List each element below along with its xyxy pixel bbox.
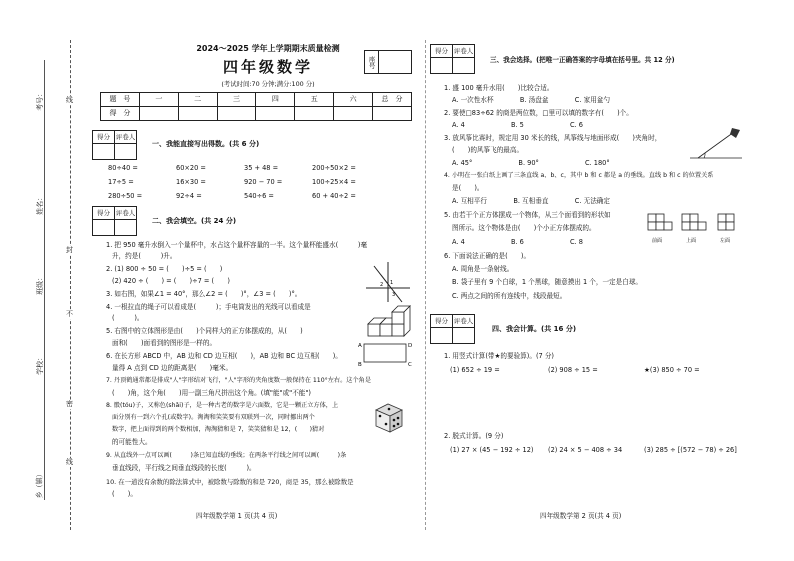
angle-label-1: 1 <box>390 280 394 286</box>
section-2-title: 二、我会填空。(共 24 分) <box>152 217 237 225</box>
grader-score-cell[interactable] <box>93 144 115 160</box>
question-line: 2. 脱式计算。(9 分) <box>444 432 504 440</box>
score-head: 二 <box>178 93 217 107</box>
rectangle-abcd-figure <box>358 340 414 370</box>
grader-score-cell[interactable] <box>431 58 453 74</box>
option-line: A. 45° B. 90° C. 180° <box>452 159 610 167</box>
cube-stack-figure <box>366 306 414 340</box>
dice-image <box>374 400 404 434</box>
question-line: ( )。 <box>112 314 144 322</box>
calc-item: 60 + 40÷2 = <box>312 192 356 200</box>
binding-margin <box>0 0 92 561</box>
page-2-footer: 四年级数学第 2 页(共 4 页) <box>540 512 622 520</box>
score-cell[interactable] <box>256 107 295 121</box>
question-line: 面和( )面看到的图形是一样的。 <box>112 339 217 347</box>
question-line: ( )的风筝飞的最高。 <box>452 146 524 154</box>
grader-score-label: 得分 <box>93 131 115 144</box>
question-line: 升，约是( )升。 <box>112 252 177 260</box>
calc-item: (3) 285 ÷ [(572 − 78) ÷ 26] <box>644 446 737 454</box>
seal-char: 封 <box>66 246 73 254</box>
view-label-left: 左面 <box>720 238 731 244</box>
score-head: 三 <box>217 93 256 107</box>
exam-info: (考试时间:70 分钟;满分:100 分) <box>221 80 315 88</box>
section-4-title: 四、我会计算。(共 16 分) <box>492 325 577 333</box>
kite-figure <box>690 126 742 160</box>
seat-number-box[interactable] <box>364 50 412 74</box>
question-line: 10. 在一道没有余数的除法算式中，被除数与除数的和是 720，商是 35，那么被除数是 <box>106 478 354 486</box>
calc-item: 60×20 = <box>176 164 206 172</box>
score-cell[interactable] <box>217 107 256 121</box>
question-line: 6. 在长方形 ABCD 中，AB 边和 CD 边互相( )，AB 边和 BC 边互相( )。 <box>106 352 342 360</box>
question-line: 5. 右图中的立体图形是由( )个同样大的正方体摆成的，从( ) <box>106 327 303 335</box>
question-line: 2. 要使□83÷62 的商是两位数，□里可以填的数字有( )个。 <box>444 109 633 117</box>
score-cell[interactable] <box>139 107 178 121</box>
calc-item: 92÷4 = <box>176 192 202 200</box>
question-line: 的可能性大。 <box>112 438 152 446</box>
seal-line <box>70 40 71 530</box>
score-cell[interactable] <box>373 107 412 121</box>
question-line: 是( )。 <box>452 184 484 192</box>
grader-name-label: 评卷人 <box>115 131 137 144</box>
vertex-c: C <box>408 362 412 368</box>
calc-item: 17÷5 = <box>108 178 134 186</box>
page-1-footer: 四年级数学第 1 页(共 4 页) <box>196 512 278 520</box>
grader-name-cell[interactable] <box>115 220 137 236</box>
grader-name-cell[interactable] <box>115 144 137 160</box>
calc-item: 540÷6 = <box>244 192 274 200</box>
school-label: 学校： <box>36 353 45 375</box>
section-3-title: 三、我会选择。(把唯一正确答案的字母填在括号里。共 12 分) <box>490 56 675 64</box>
option-line: A. 4 B. 5 C. 6 <box>452 121 583 129</box>
question-line: 7. 丹顶鹤通常都是排成"人"字形结对飞行，"人"字形的夹角度数一般保持在 110°左右。这个角是 <box>106 377 372 384</box>
calc-item: 100÷25×4 = <box>312 178 356 186</box>
option-line: A. 一次性水杯 B. 汤盘盆 C. 家用盆勺 <box>452 96 610 104</box>
calc-item: 200÷50×2 = <box>312 164 356 172</box>
score-head: 总 分 <box>373 93 412 107</box>
question-line: 数字，把上面得到的两个数相加，淘淘猜和是 7，笑笑猜和是 12，( )猜对 <box>112 426 325 433</box>
question-line: 1. 用竖式计算(带★的要验算)。(7 分) <box>444 352 555 360</box>
grader-score-cell[interactable] <box>431 328 453 344</box>
grader-name-cell[interactable] <box>453 328 475 344</box>
question-line: 4. 小明在一张白纸上画了三条直线 a、b、c，其中 b 和 c 都是 a 的垂线。直线 b 和 c 的位置关系 <box>444 172 714 179</box>
vertex-b: B <box>358 362 362 368</box>
angle-label-3: 3 <box>392 292 396 298</box>
calc-item: 920 − 70 = <box>244 178 283 186</box>
score-cell[interactable] <box>334 107 373 121</box>
question-line: (2) 420 ÷ ( ) = ( )÷7 = ( ) <box>112 277 230 285</box>
grader-score-label: 得分 <box>93 207 115 220</box>
score-head: 六 <box>334 93 373 107</box>
score-row-label: 得 分 <box>101 107 140 121</box>
view-label-top: 上面 <box>686 238 697 244</box>
score-head: 四 <box>256 93 295 107</box>
angle-label-2: 2 <box>380 282 384 288</box>
calc-item: (1) 652 ÷ 19 = <box>450 366 500 374</box>
grader-score-cell[interactable] <box>93 220 115 236</box>
question-line: 2. (1) 800 ÷ 50 = ( )÷5 = ( ) <box>106 265 223 273</box>
calc-item: (2) 24 × 5 − 408 ÷ 34 <box>548 446 623 454</box>
score-head: 五 <box>295 93 334 107</box>
seat-label: 座号 <box>365 51 379 73</box>
question-line: 面分别有一到六个孔(或数字)。淘淘和笑笑要有双联列一次，同时挪出两个 <box>112 414 315 421</box>
question-line: 1. 盛 100 毫升水用( )比较合适。 <box>444 84 554 92</box>
grader-box-2 <box>92 206 137 236</box>
option-line: A. 互相平行 B. 互相垂直 C. 无法确定 <box>452 197 610 205</box>
three-view-figure <box>646 212 742 248</box>
exam-number-label: 考号： <box>36 89 45 111</box>
score-cell[interactable] <box>178 107 217 121</box>
calc-item: ★(3) 850 ÷ 70 = <box>644 366 700 374</box>
town-label: 乡（镇） <box>35 470 44 499</box>
grader-score-label: 得分 <box>431 45 453 58</box>
question-line: 6. 下面说法正确的是( )。 <box>444 252 531 260</box>
option-line: B. 袋子里有 9 个白球，1 个黑球，随意摸出 1 个，一定是白球。 <box>452 278 643 286</box>
question-line: 垂直线段，平行线之间垂直线段的长度( )。 <box>112 464 256 472</box>
grader-name-label: 评卷人 <box>115 207 137 220</box>
calc-item: 280÷50 = <box>108 192 143 200</box>
question-line: 3. 放风筝比赛时，规定用 30 米长的线，风筝线与地面形成( )夹角时， <box>444 134 662 142</box>
name-label: 姓名： <box>36 193 45 215</box>
vertex-d: D <box>408 343 413 349</box>
calc-item: (1) 27 × (45 − 192 ÷ 12) <box>450 446 534 454</box>
fill-line <box>44 60 45 500</box>
vertex-a: A <box>358 343 362 349</box>
angle-figure <box>366 262 410 302</box>
seal-char: 线 <box>66 458 73 466</box>
grader-box-4 <box>430 314 475 344</box>
question-line: 4. 一根拉直的绳子可以看成是( )；手电筒发出的光线可以看成是 <box>106 303 311 311</box>
option-line: C. 两点之间的所有连线中，线段最短。 <box>452 292 567 300</box>
score-head: 一 <box>139 93 178 107</box>
question-line: ( )。 <box>112 490 137 498</box>
seal-char: 密 <box>66 400 73 408</box>
grader-name-cell[interactable] <box>453 58 475 74</box>
seal-char: 线 <box>66 96 73 104</box>
question-line: 量得 A 点到 CD 边的距离是( )毫米。 <box>112 364 233 372</box>
grader-name-label: 评卷人 <box>453 45 475 58</box>
view-label-front: 前面 <box>652 238 663 244</box>
page-divider <box>425 40 426 530</box>
class-label: 班级： <box>36 273 45 295</box>
score-table <box>100 92 412 121</box>
calc-item: 16×30 = <box>176 178 206 186</box>
calc-item: 35 + 48 = <box>244 164 279 172</box>
question-line: 1. 把 950 毫升水倒入一个量杯中，水占这个量杯容量的一半。这个量杯能盛水( )毫 <box>106 241 368 249</box>
grader-box-1 <box>92 130 137 160</box>
grader-box-3 <box>430 44 475 74</box>
question-line: 9. 从直线外一点可以画( )条已知直线的垂线；在两条平行线之间可以画( )条 <box>106 452 347 459</box>
grader-name-label: 评卷人 <box>453 315 475 328</box>
option-line: A. 周角是一条射线。 <box>452 265 514 273</box>
grader-score-label: 得分 <box>431 315 453 328</box>
question-line: 3. 如右图，如果∠1 = 40°，那么∠2 = ( )°，∠3 = ( )°。 <box>106 290 302 298</box>
section-1-title: 一、我能直接写出得数。(共 6 分) <box>152 140 260 148</box>
question-line: 8. 骰(tóu)子，又称色(shǎi)子，是一种古老的数字是六面数，它是一颗正立方体，上 <box>106 402 339 409</box>
question-line: 图所示。这个物体是由( )个小正方体摆成的。 <box>452 224 596 232</box>
calc-item: (2) 908 ÷ 15 = <box>548 366 598 374</box>
score-head: 题 号 <box>101 93 140 107</box>
subject-title: 四年级数学 <box>222 58 313 76</box>
seal-char: 不 <box>66 310 73 318</box>
question-line: 5. 由若干个正方体摆成一个物体，从三个面看到的形状如 <box>444 211 611 219</box>
exam-title: 2024～2025 学年上学期期末质量检测 <box>196 44 340 53</box>
calc-item: 80÷40 = <box>108 164 138 172</box>
option-line: A. 4 B. 6 C. 8 <box>452 238 583 246</box>
score-cell[interactable] <box>295 107 334 121</box>
question-line: ( )角，这个角( )用一副三角尺拼出这个角。(填"能"或"不能") <box>112 389 312 397</box>
